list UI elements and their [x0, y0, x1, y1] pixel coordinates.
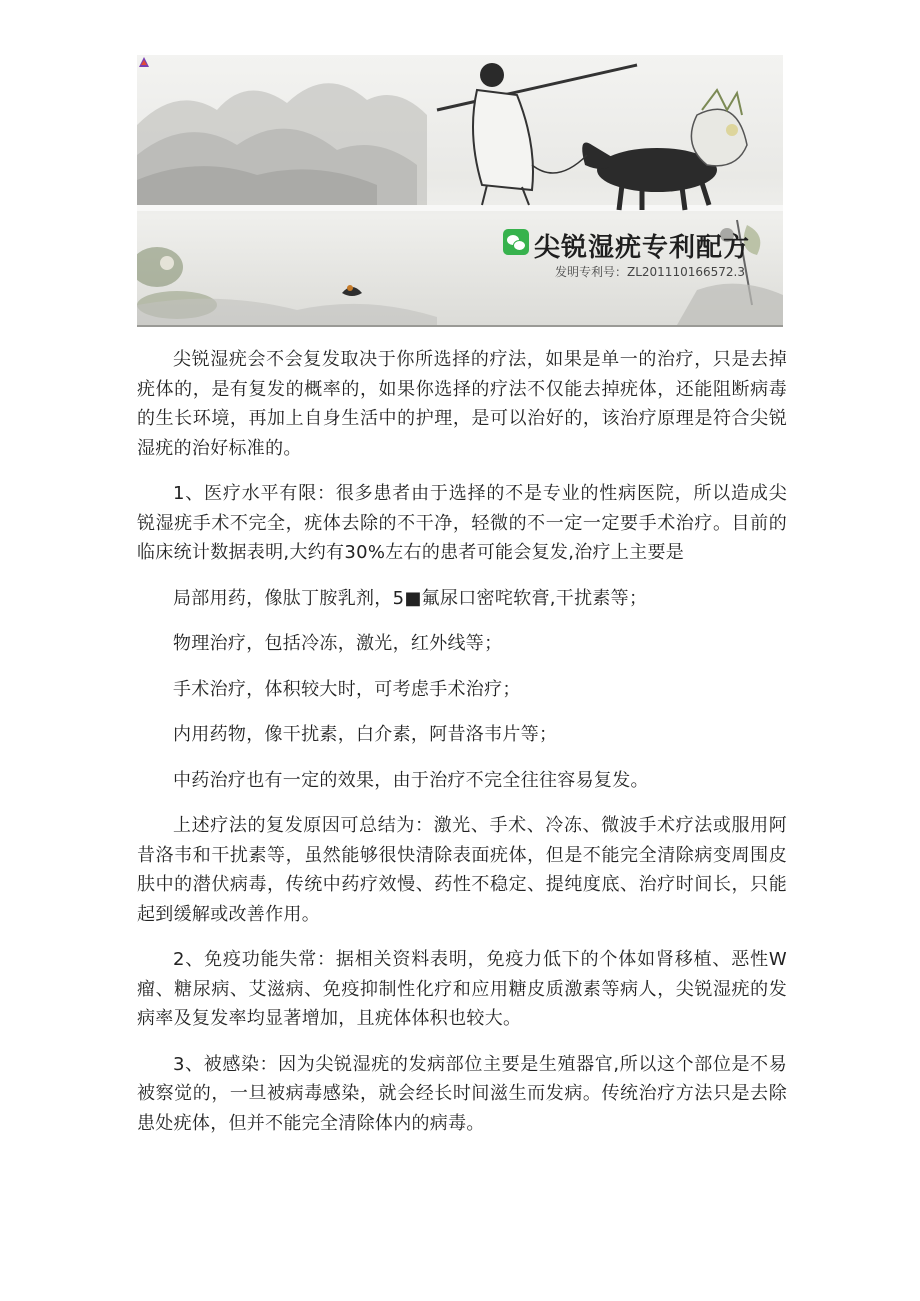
- treatment-item: 局部用药，像肽丁胺乳剂，5■氟尿口密咤软膏,干扰素等；: [173, 587, 648, 609]
- intro-paragraph: 尖锐湿疣会不会复发取决于你所选择的疗法，如果是单一的治疗，只是去掉疣体的，是有复发的概率的，如果你选择的疗法不仅能去掉疣体，还能阻断病毒的生长环境，再加上自身生活中的护理，是可以治好的，该治疗原理是符合尖锐湿疣的治好标准的。: [137, 349, 787, 459]
- patent-number: 发明专利号：ZL201110166572.3: [555, 265, 745, 279]
- reason-2-paragraph: 2、免疫功能失常：据相关资料表明，免疫力低下的个体如肾移植、恶性W瘤、糖尿病、艾滋病、免疫抑制性化疗和应用糖皮质激素等病人，尖锐湿疣的发病率及复发率均显著增加，且疣体体积也较大。: [137, 949, 787, 1029]
- banner-image: [137, 55, 783, 327]
- article-body: [137, 345, 787, 1154]
- banner-title: 尖锐湿疣专利配方: [534, 233, 751, 263]
- ink-painting-illustration: [137, 55, 783, 325]
- patent-icon: [137, 55, 151, 69]
- reason-3-paragraph: 3、被感染：因为尖锐湿疣的发病部位主要是生殖器官,所以这个部位是不易被察觉的，一旦被病毒感染，就会经长时间滋生而发病。传统治疗方法只是去除患处疣体，但并不能完全清除体内的病毒。: [137, 1053, 787, 1134]
- reason-1-paragraph: 1、医疗水平有限：很多患者由于选择的不是专业的性病医院，所以造成尖锐湿疣手术不完全，疣体去除的不干净，轻微的不一定一定要手术治疗。目前的临床统计数据表明,大约有30%左右的患者可能会复发,治疗上主要是: [137, 483, 787, 563]
- wechat-icon: [503, 229, 529, 255]
- treatment-item: 内用药物，像干扰素，白介素，阿昔洛韦片等；: [173, 724, 558, 745]
- treatment-item: 中药治疗也有一定的效果，由于治疗不完全往往容易复发。: [173, 769, 649, 791]
- treatment-item: 手术治疗，体积较大时，可考虑手术治疗；: [173, 678, 521, 700]
- treatment-item: 物理治疗，包括冷冻，激光，红外线等；: [173, 633, 503, 654]
- recurrence-summary-paragraph: 上述疗法的复发原因可总结为：激光、手术、冷冻、微波手术疗法或服用阿昔洛韦和干扰素等，虽然能够很快清除表面疣体，但是不能完全清除病变周围皮肤中的潜伏病毒，传统中药疗效慢、药性不稳定、提纯度底、治疗时间长，只能起到缓解或改善作用。: [137, 815, 787, 925]
